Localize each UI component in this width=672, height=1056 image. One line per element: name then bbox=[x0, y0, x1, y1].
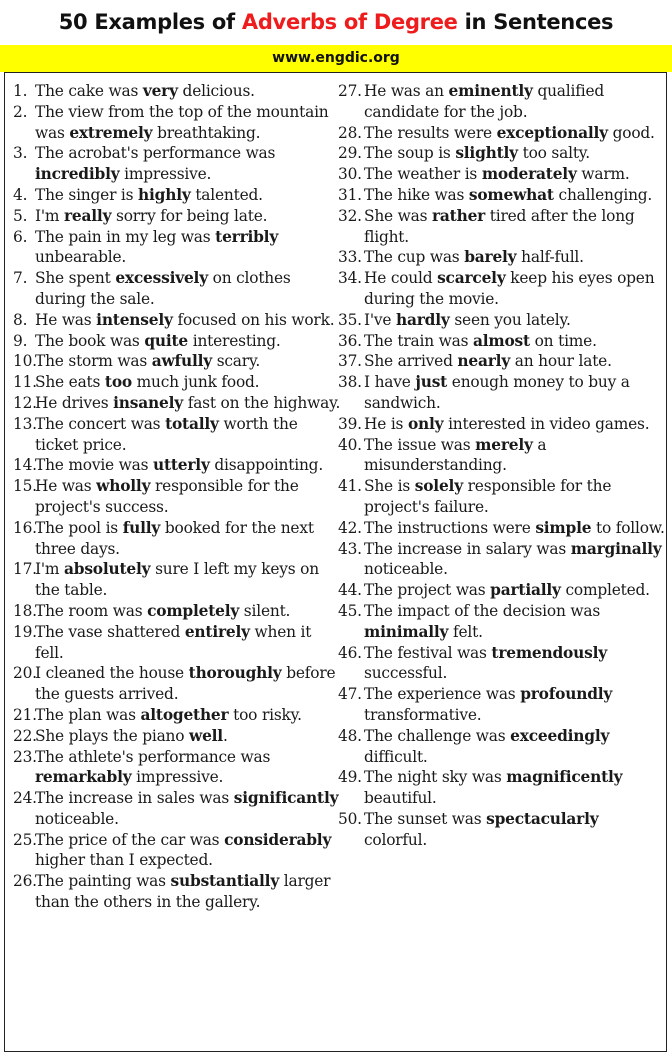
sentence-text: The soup is bbox=[364, 144, 456, 163]
sentence-text: beautiful. bbox=[364, 789, 437, 808]
item-number: 47. bbox=[338, 685, 362, 704]
list-item bbox=[338, 767, 666, 809]
sentence-text: qualified candidate for the job. bbox=[364, 82, 605, 121]
sentence-text: The hike was bbox=[364, 185, 469, 204]
sentence-text: The increase in sales was bbox=[35, 789, 234, 808]
sentence-text: challenging. bbox=[553, 185, 653, 204]
sentence-text: much junk food. bbox=[131, 373, 260, 392]
adverb-highlight: partially bbox=[490, 581, 561, 600]
list-item bbox=[338, 643, 666, 685]
list-item bbox=[13, 830, 341, 872]
sentence-text: The storm was bbox=[35, 352, 152, 371]
list-item bbox=[338, 164, 666, 185]
list-item bbox=[13, 206, 341, 227]
item-number: 5. bbox=[13, 206, 28, 225]
list-item bbox=[338, 351, 666, 372]
sentence-text: larger than the others in the gallery. bbox=[35, 872, 331, 912]
sentence-text: I cleaned the house bbox=[35, 664, 189, 683]
list-item bbox=[13, 227, 341, 269]
item-number: 24. bbox=[13, 789, 37, 808]
sentence-text: keep his eyes open during the movie. bbox=[364, 269, 655, 308]
sentence-text: unbearable. bbox=[35, 248, 127, 267]
title-highlight: Adverbs of Degree bbox=[241, 10, 458, 34]
adverb-highlight: incredibly bbox=[35, 165, 120, 184]
adverb-highlight: completely bbox=[147, 601, 240, 620]
item-number: 22. bbox=[13, 726, 37, 745]
adverb-highlight: only bbox=[407, 414, 444, 433]
sentence-text: too salty. bbox=[517, 144, 590, 163]
item-number: 33. bbox=[338, 248, 362, 267]
item-number: 3. bbox=[13, 144, 28, 163]
list-item bbox=[13, 726, 341, 747]
list-item bbox=[338, 268, 666, 310]
sentence-text: sorry for being late. bbox=[111, 206, 268, 225]
item-number: 18. bbox=[13, 601, 37, 620]
sentence-text: I've bbox=[364, 310, 397, 329]
sentence-text: The pool is bbox=[35, 518, 123, 537]
sentence-text: interested in video games. bbox=[443, 414, 650, 433]
title-prefix: 50 Examples of bbox=[58, 10, 242, 34]
sentence-text: The sunset was bbox=[364, 809, 487, 828]
adverb-highlight: considerably bbox=[224, 830, 332, 849]
sentence-text: I'm bbox=[35, 560, 64, 579]
item-number: 49. bbox=[338, 768, 362, 787]
sentence-text: when it fell. bbox=[35, 622, 312, 662]
adverb-highlight: wholly bbox=[96, 477, 151, 496]
sentence-text: successful. bbox=[364, 664, 448, 683]
item-number: 45. bbox=[338, 601, 362, 620]
sentence-text: disappointing. bbox=[209, 456, 324, 475]
adverb-highlight: well bbox=[189, 726, 223, 745]
adverb-highlight: rather bbox=[432, 206, 486, 225]
sentence-text: The plan was bbox=[35, 705, 141, 724]
sentence-text: He could bbox=[364, 269, 438, 288]
list-item bbox=[13, 455, 341, 476]
adverb-highlight: fully bbox=[122, 518, 161, 537]
sentence-text: completed. bbox=[560, 581, 650, 600]
sentence-text: The night sky was bbox=[364, 768, 507, 787]
item-number: 36. bbox=[338, 331, 362, 350]
adverb-highlight: eminently bbox=[448, 82, 533, 100]
sentence-text: delicious. bbox=[177, 82, 255, 100]
sentence-text: seen you lately. bbox=[449, 310, 571, 329]
sentence-text: The weather is bbox=[364, 165, 482, 184]
item-number: 12. bbox=[13, 393, 37, 412]
item-number: 11. bbox=[13, 373, 37, 392]
sentence-text: talented. bbox=[190, 185, 263, 204]
adverb-highlight: substantially bbox=[170, 872, 280, 891]
sentence-list-right bbox=[338, 81, 666, 850]
sentence-text: The experience was bbox=[364, 685, 521, 704]
adverb-highlight: terribly bbox=[215, 227, 279, 246]
sentence-text: The issue was bbox=[364, 435, 476, 454]
page-title bbox=[0, 0, 672, 44]
adverb-highlight: nearly bbox=[457, 352, 511, 371]
sentence-text: before the guests arrived. bbox=[35, 664, 336, 704]
item-number: 50. bbox=[338, 809, 362, 828]
item-number: 31. bbox=[338, 185, 362, 204]
item-number: 43. bbox=[338, 539, 362, 558]
sentence-text: impressive. bbox=[131, 768, 224, 787]
list-item bbox=[13, 185, 341, 206]
sentence-text: noticeable. bbox=[364, 560, 448, 579]
sentence-text: The painting was bbox=[35, 872, 171, 891]
item-number: 34. bbox=[338, 269, 362, 288]
sentence-text: too risky. bbox=[228, 705, 302, 724]
list-item bbox=[13, 788, 341, 830]
sentence-text: warm. bbox=[576, 165, 630, 184]
examples-box bbox=[4, 72, 667, 1052]
sentence-text: The movie was bbox=[35, 456, 153, 475]
sentence-text: The impact of the decision was bbox=[364, 601, 601, 620]
sentence-text: The view from the top of the mountain was bbox=[35, 102, 329, 142]
item-number: 13. bbox=[13, 414, 37, 433]
sentence-text: He was bbox=[35, 310, 97, 329]
sentence-text: an hour late. bbox=[510, 352, 612, 371]
sentence-text: booked for the next three days. bbox=[35, 518, 314, 558]
adverb-highlight: awfully bbox=[151, 352, 212, 371]
list-item bbox=[338, 143, 666, 164]
item-number: 2. bbox=[13, 102, 28, 121]
adverb-highlight: altogether bbox=[140, 705, 229, 724]
sentence-text: He drives bbox=[35, 393, 114, 412]
item-number: 28. bbox=[338, 123, 362, 142]
list-item bbox=[338, 81, 666, 123]
item-number: 10. bbox=[13, 352, 37, 371]
item-number: 32. bbox=[338, 206, 362, 225]
item-number: 17. bbox=[13, 560, 37, 579]
item-number: 6. bbox=[13, 227, 28, 246]
adverb-highlight: moderately bbox=[481, 165, 577, 184]
sentence-text: on time. bbox=[529, 331, 597, 350]
adverb-highlight: profoundly bbox=[520, 685, 613, 704]
sentence-text: She plays the piano bbox=[35, 726, 190, 745]
adverb-highlight: just bbox=[415, 373, 448, 392]
list-item bbox=[338, 123, 666, 144]
list-item bbox=[13, 871, 341, 913]
adverb-highlight: excessively bbox=[115, 269, 208, 288]
sentence-text: impressive. bbox=[119, 165, 212, 184]
website-url: www.engdic.org bbox=[272, 50, 400, 66]
sentence-text: focused on his work. bbox=[172, 310, 335, 329]
sentence-text: She eats bbox=[35, 373, 105, 392]
adverb-highlight: solely bbox=[414, 477, 463, 496]
sentence-text: scary. bbox=[212, 352, 261, 371]
adverb-highlight: extremely bbox=[69, 123, 153, 142]
adverb-highlight: simple bbox=[535, 518, 592, 537]
item-number: 41. bbox=[338, 477, 362, 496]
adverb-highlight: merely bbox=[475, 435, 533, 454]
sentence-text: She spent bbox=[35, 269, 116, 288]
sentence-text: I'm bbox=[35, 206, 64, 225]
adverb-highlight: hardly bbox=[396, 310, 450, 329]
list-item bbox=[338, 476, 666, 518]
item-number: 20. bbox=[13, 664, 37, 683]
adverb-highlight: barely bbox=[464, 248, 517, 267]
list-item bbox=[338, 580, 666, 601]
title-suffix: in Sentences bbox=[457, 10, 614, 34]
item-number: 15. bbox=[13, 477, 37, 496]
sentence-text: on clothes during the sale. bbox=[35, 269, 291, 308]
item-number: 46. bbox=[338, 643, 362, 662]
list-item bbox=[338, 435, 666, 477]
sentence-text: The athlete's performance was bbox=[35, 747, 271, 766]
adverb-highlight: magnificently bbox=[506, 768, 623, 787]
item-number: 48. bbox=[338, 726, 362, 745]
adverb-highlight: almost bbox=[472, 331, 530, 350]
adverb-highlight: minimally bbox=[364, 622, 449, 641]
sentence-text: She arrived bbox=[364, 352, 458, 371]
item-number: 37. bbox=[338, 352, 362, 371]
list-item bbox=[13, 310, 341, 331]
sentence-text: noticeable. bbox=[35, 809, 119, 828]
sentence-text: The instructions were bbox=[364, 518, 536, 537]
sentence-text: The train was bbox=[364, 331, 473, 350]
adverb-highlight: remarkably bbox=[35, 768, 132, 787]
sentence-text: The festival was bbox=[364, 643, 492, 662]
adverb-highlight: entirely bbox=[184, 622, 250, 641]
list-item bbox=[13, 81, 341, 102]
adverb-highlight: exceedingly bbox=[510, 726, 610, 745]
adverb-highlight: utterly bbox=[153, 456, 210, 475]
sentence-text: colorful. bbox=[364, 830, 428, 849]
sentence-text: difficult. bbox=[364, 747, 428, 766]
item-number: 4. bbox=[13, 185, 28, 204]
sentence-text: worth the ticket price. bbox=[35, 414, 298, 454]
adverb-highlight: thoroughly bbox=[188, 664, 282, 683]
sentence-text: The acrobat's performance was bbox=[35, 144, 276, 163]
website-banner bbox=[0, 45, 672, 72]
sentence-text: interesting. bbox=[188, 331, 281, 350]
sentence-text: The challenge was bbox=[364, 726, 511, 745]
list-item bbox=[13, 331, 341, 352]
adverb-highlight: quite bbox=[144, 331, 189, 350]
item-number: 29. bbox=[338, 144, 362, 163]
sentence-text: tired after the long flight. bbox=[364, 206, 635, 246]
item-number: 16. bbox=[13, 518, 37, 537]
sentence-text: The cup was bbox=[364, 248, 465, 267]
sentence-text: The book was bbox=[35, 331, 145, 350]
list-item bbox=[338, 247, 666, 268]
list-item bbox=[338, 601, 666, 643]
list-item bbox=[13, 268, 341, 310]
adverb-highlight: slightly bbox=[455, 144, 518, 163]
list-item bbox=[338, 518, 666, 539]
adverb-highlight: spectacularly bbox=[486, 809, 599, 828]
item-number: 35. bbox=[338, 310, 362, 329]
adverb-highlight: very bbox=[142, 82, 178, 100]
item-number: 8. bbox=[13, 310, 28, 329]
sentence-text: responsible for the project's success. bbox=[35, 477, 299, 516]
item-number: 14. bbox=[13, 456, 37, 475]
list-item bbox=[13, 747, 341, 789]
list-item bbox=[13, 351, 341, 372]
list-item bbox=[13, 102, 341, 144]
item-number: 25. bbox=[13, 830, 37, 849]
sentence-text: The concert was bbox=[35, 414, 166, 433]
list-item bbox=[338, 726, 666, 768]
adverb-highlight: totally bbox=[165, 414, 219, 433]
list-item bbox=[13, 143, 341, 185]
sentence-text: a misunderstanding. bbox=[364, 435, 547, 475]
list-item bbox=[13, 518, 341, 560]
adverb-highlight: tremendously bbox=[491, 643, 607, 662]
sentence-text: She is bbox=[364, 477, 415, 496]
sentence-text: He was an bbox=[364, 82, 449, 100]
list-item bbox=[338, 414, 666, 435]
adverb-highlight: significantly bbox=[233, 789, 339, 808]
sentence-text: He was bbox=[35, 477, 97, 496]
item-number: 21. bbox=[13, 705, 37, 724]
sentence-text: The increase in salary was bbox=[364, 539, 571, 558]
item-number: 42. bbox=[338, 518, 362, 537]
item-number: 30. bbox=[338, 165, 362, 184]
right-column bbox=[338, 81, 666, 850]
sentence-text: The room was bbox=[35, 601, 148, 620]
sentence-text: fast on the highway. bbox=[183, 393, 341, 412]
sentence-text: The results were bbox=[364, 123, 497, 142]
list-item bbox=[13, 601, 341, 622]
adverb-highlight: insanely bbox=[113, 393, 184, 412]
left-column bbox=[13, 81, 341, 913]
list-item bbox=[338, 206, 666, 248]
sentence-text: The price of the car was bbox=[35, 830, 225, 849]
list-item bbox=[13, 414, 341, 456]
sentence-text: responsible for the project's failure. bbox=[364, 477, 612, 516]
sentence-text: higher than I expected. bbox=[35, 851, 213, 870]
sentence-text: breathtaking. bbox=[152, 123, 261, 142]
sentence-text: He is bbox=[364, 414, 408, 433]
sentence-text: to follow. bbox=[591, 518, 665, 537]
sentence-text: good. bbox=[607, 123, 655, 142]
list-item bbox=[338, 809, 666, 851]
item-number: 9. bbox=[13, 331, 28, 350]
sentence-text: The singer is bbox=[35, 185, 139, 204]
adverb-highlight: somewhat bbox=[468, 185, 554, 204]
item-number: 23. bbox=[13, 747, 37, 766]
list-item bbox=[13, 476, 341, 518]
adverb-highlight: scarcely bbox=[437, 269, 506, 288]
adverb-highlight: intensely bbox=[96, 310, 173, 329]
sentence-text: The cake was bbox=[35, 82, 143, 100]
list-item bbox=[13, 559, 341, 601]
sentence-text: half-full. bbox=[516, 248, 584, 267]
sentence-text: She was bbox=[364, 206, 432, 225]
sentence-text: The vase shattered bbox=[35, 622, 185, 641]
sentence-text: The project was bbox=[364, 581, 491, 600]
item-number: 26. bbox=[13, 872, 37, 891]
list-item bbox=[338, 331, 666, 352]
sentence-text: The pain in my leg was bbox=[35, 227, 216, 246]
list-item bbox=[338, 684, 666, 726]
item-number: 44. bbox=[338, 581, 362, 600]
list-item bbox=[338, 185, 666, 206]
list-item bbox=[13, 705, 341, 726]
list-item bbox=[13, 622, 341, 664]
sentence-text: I have bbox=[364, 373, 416, 392]
item-number: 38. bbox=[338, 373, 362, 392]
item-number: 1. bbox=[13, 82, 28, 100]
adverb-highlight: too bbox=[104, 373, 132, 392]
list-item bbox=[13, 393, 341, 414]
list-item bbox=[13, 372, 341, 393]
adverb-highlight: marginally bbox=[570, 539, 662, 558]
adverb-highlight: highly bbox=[138, 185, 191, 204]
item-number: 19. bbox=[13, 622, 37, 641]
list-item bbox=[338, 310, 666, 331]
sentence-text: . bbox=[222, 726, 228, 745]
sentence-list-left bbox=[13, 81, 341, 913]
sentence-text: enough money to buy a sandwich. bbox=[364, 373, 630, 412]
item-number: 40. bbox=[338, 435, 362, 454]
item-number: 27. bbox=[338, 82, 362, 100]
adverb-highlight: exceptionally bbox=[496, 123, 608, 142]
item-number: 7. bbox=[13, 269, 28, 288]
adverb-highlight: really bbox=[64, 206, 112, 225]
adverb-highlight: absolutely bbox=[64, 560, 151, 579]
list-item bbox=[338, 539, 666, 581]
item-number: 39. bbox=[338, 414, 362, 433]
sentence-text: sure I left my keys on the table. bbox=[35, 560, 319, 600]
sentence-text: felt. bbox=[448, 622, 483, 641]
list-item bbox=[13, 663, 341, 705]
sentence-text: transformative. bbox=[364, 705, 482, 724]
list-item bbox=[338, 372, 666, 414]
sentence-text: silent. bbox=[239, 601, 291, 620]
